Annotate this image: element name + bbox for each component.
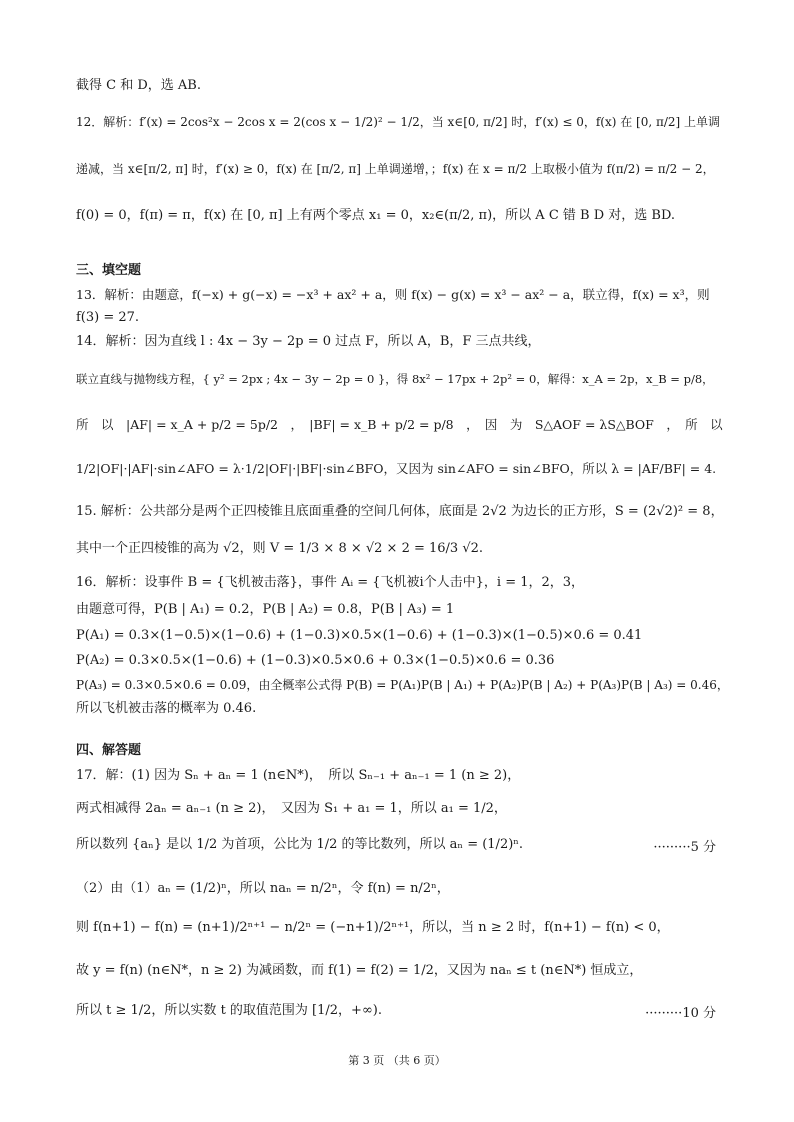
- text-line: 17．解：(1) 因为 Sₙ + aₙ = 1 (n∈N*)， 所以 Sₙ₋₁ + aₙ₋₁ = 1 (n ≥ 2)，: [76, 768, 521, 783]
- text-line: 递减，当 x∈[π/2, π] 时，f′(x) ≥ 0，f(x) 在 [π/2, π] 上单调递增，；f(x) 在 x = π/2 上取极小值为 f(π/2) = π/2 − 2，: [76, 162, 715, 176]
- text-line: 截得 C 和 D，选 AB.: [76, 78, 201, 93]
- text-line: f(3) = 27.: [76, 310, 140, 325]
- text-line: 其中一个正四棱锥的高为 √2，则 V = 1/3 × 8 × √2 × 2 = 16/3 √2.: [76, 541, 484, 556]
- text-line: P(A₂) = 0.3×0.5×(1−0.6) + (1−0.3)×0.5×0.6 + 0.3×(1−0.5)×0.6 = 0.36: [76, 653, 555, 668]
- text-line: P(A₃) = 0.3×0.5×0.6 = 0.09，由全概率公式得 P(B) = P(A₁)P(B | A₁) + P(A₂)P(B | A₂) + P(A₃)P(B | A₃) = 0.46，: [76, 678, 729, 692]
- page-footer: 第 3 页 （共 6 页）: [348, 1054, 446, 1067]
- text-line: 1/2|OF|·|AF|·sin∠AFO = λ·1/2|OF|·|BF|·sin∠BFO，又因为 sin∠AFO = sin∠BFO，所以 λ = |AF/BF| = 4.: [76, 461, 717, 476]
- text-line: （2）由（1）aₙ = (1/2)ⁿ，所以 naₙ = n/2ⁿ，令 f(n) = n/2ⁿ，: [76, 881, 450, 896]
- text-line: 所 以 |AF| = x_A + p/2 = 5p/2 ， |BF| = x_B + p/2 = p/8 ， 因 为 S△AOF = λS△BOF ， 所 以: [76, 417, 723, 432]
- text-line: f(0) = 0，f(π) = π，f(x) 在 [0, π] 上有两个零点 x₁ = 0，x₂∈(π/2, π)，所以 A C 错 B D 对，选 BD.: [76, 208, 676, 223]
- section-heading: 三、填空题: [76, 263, 142, 278]
- score-mark: ·········5 分: [653, 840, 716, 855]
- text-line: 两式相减得 2aₙ = aₙ₋₁ (n ≥ 2)， 又因为 S₁ + a₁ = 1，所以 a₁ = 1/2，: [76, 801, 507, 816]
- text-line: 联立直线与抛物线方程，{ y² = 2px ; 4x − 3y − 2p = 0 }，得 8x² − 17px + 2p² = 0，解得：x_A = 2p，x_B = p/8，: [76, 372, 714, 386]
- text-line: 所以 t ≥ 1/2，所以实数 t 的取值范围为 [1/2，+∞).: [76, 1003, 382, 1018]
- text-line: 则 f(n+1) − f(n) = (n+1)/2ⁿ⁺¹ − n/2ⁿ = (−n+1)/2ⁿ⁺¹，所以，当 n ≥ 2 时，f(n+1) − f(n) < 0，: [76, 920, 670, 935]
- text-line: 14．解析：因为直线 l : 4x − 3y − 2p = 0 过点 F，所以 A，B，F 三点共线，: [76, 334, 541, 349]
- text-line: 16．解析：设事件 B = {飞机被击落}，事件 Aᵢ = {飞机被i个人击中}，i = 1，2，3，: [76, 575, 585, 590]
- text-line: 所以飞机被击落的概率为 0.46.: [76, 701, 257, 716]
- text-line: 故 y = f(n) (n∈N*，n ≥ 2) 为减函数，而 f(1) = f(2) = 1/2，又因为 naₙ ≤ t (n∈N*) 恒成立，: [76, 963, 643, 978]
- text-line: P(A₁) = 0.3×(1−0.5)×(1−0.6) + (1−0.3)×0.5×(1−0.6) + (1−0.3)×(1−0.5)×0.6 = 0.41: [76, 628, 643, 643]
- score-mark: ·········10 分: [645, 1006, 716, 1021]
- text-line: 12．解析：f′(x) = 2cos²x − 2cos x = 2(cos x − 1/2)² − 1/2，当 x∈[0, π/2] 时，f′(x) ≤ 0，f(x) 在 [0, π/2] 上单调: [76, 115, 721, 129]
- text-line: 13．解析：由题意，f(−x) + g(−x) = −x³ + ax² + a，则 f(x) − g(x) = x³ − ax² − a，联立得，f(x) = x³，则: [76, 287, 710, 302]
- text-line: 所以数列 {aₙ} 是以 1/2 为首项，公比为 1/2 的等比数列，所以 aₙ = (1/2)ⁿ.: [76, 837, 524, 852]
- section-heading: 四、解答题: [76, 743, 142, 758]
- text-line: 15. 解析：公共部分是两个正四棱锥且底面重叠的空间几何体，底面是 2√2 为边长的正方形，S = (2√2)² = 8，: [76, 504, 724, 519]
- text-line: 由题意可得，P(B | A₁) = 0.2，P(B | A₂) = 0.8，P(B | A₃) = 1: [76, 602, 455, 617]
